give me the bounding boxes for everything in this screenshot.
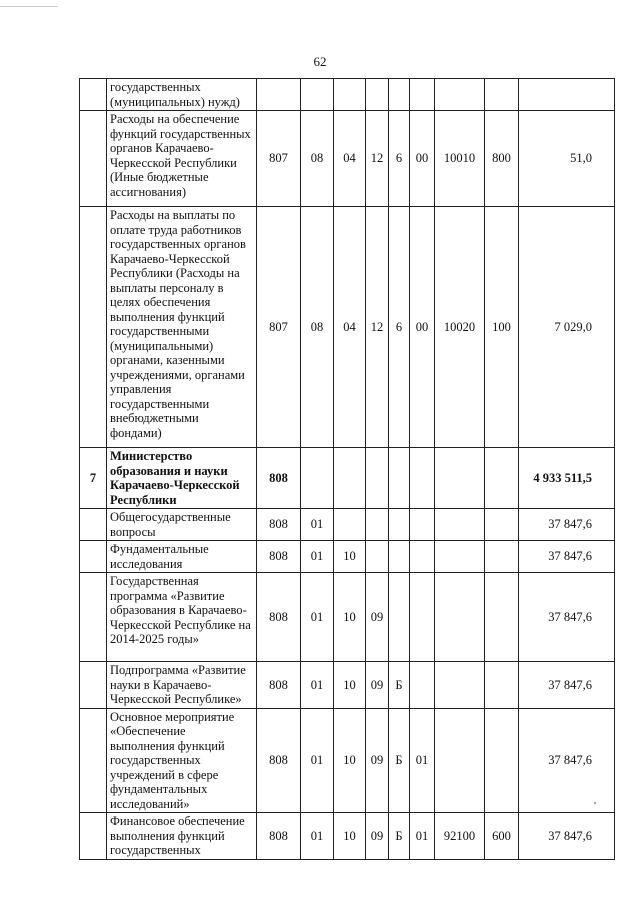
- row-index: [80, 111, 107, 207]
- row-amount: 7 029,0: [519, 207, 615, 448]
- code-expense-type: [485, 662, 519, 709]
- table-row: [80, 111, 615, 207]
- row-name: Общегосударственные вопросы: [107, 509, 257, 541]
- row-index: [80, 207, 107, 448]
- code-admin: 808: [257, 541, 301, 573]
- code-subsection: 10: [334, 708, 366, 813]
- code-subprogram: [389, 573, 410, 662]
- code-admin: 808: [257, 813, 301, 860]
- code-expense-type: 800: [485, 111, 519, 207]
- row-index: [80, 573, 107, 662]
- row-amount: 37 847,6: [519, 509, 615, 541]
- code-section: [301, 448, 334, 509]
- table-row: [80, 662, 615, 709]
- row-index: [80, 662, 107, 709]
- table-row: [80, 207, 615, 448]
- code-subsection: 10: [334, 813, 366, 860]
- code-expense-type: [485, 448, 519, 509]
- code-program: 12: [366, 207, 389, 448]
- row-name: Расходы на выплаты по оплате труда работников государственных органов Карачаево-Черкесской Республики (Расходы на выплаты персоналу в целях обеспечения выполнения функций государственными (муниципальными) органами, казенными учреждениями, органами управления государственными внебюджетными фондами): [107, 207, 257, 448]
- row-name: Государственная программа «Развитие образования в Карачаево-Черкесской Республике на 2014-2025 годы»: [107, 573, 257, 662]
- code-admin: 808: [257, 573, 301, 662]
- row-index: [80, 541, 107, 573]
- code-event: [410, 541, 435, 573]
- code-program: 09: [366, 708, 389, 813]
- code-subprogram: 6: [389, 207, 410, 448]
- code-direction: [435, 541, 485, 573]
- code-admin: 808: [257, 708, 301, 813]
- code-program: 09: [366, 573, 389, 662]
- code-event: [410, 573, 435, 662]
- table-row: [80, 509, 615, 541]
- code-direction: [435, 509, 485, 541]
- code-event: 00: [410, 111, 435, 207]
- code-expense-type: [485, 541, 519, 573]
- code-expense-type: 100: [485, 207, 519, 448]
- row-amount: 37 847,6: [519, 573, 615, 662]
- code-admin: 808: [257, 509, 301, 541]
- code-expense-type: [485, 509, 519, 541]
- row-index: [80, 813, 107, 860]
- code-direction: [435, 573, 485, 662]
- code-direction: 10020: [435, 207, 485, 448]
- row-name: государственных (муниципальных) нужд): [107, 79, 257, 111]
- code-subprogram: [389, 509, 410, 541]
- code-subprogram: [389, 541, 410, 573]
- row-name: Подпрограмма «Развитие науки в Карачаево-Черкесской Республике»: [107, 662, 257, 709]
- code-section: 01: [301, 509, 334, 541]
- row-index: [80, 79, 107, 111]
- page-number: 62: [313, 54, 327, 69]
- code-section: 01: [301, 813, 334, 860]
- code-subsection: [334, 448, 366, 509]
- code-admin: 808: [257, 448, 301, 509]
- table-row: [80, 448, 615, 509]
- code-program: 09: [366, 813, 389, 860]
- code-subsection: 10: [334, 541, 366, 573]
- row-index: [80, 708, 107, 813]
- row-name: Основное мероприятие «Обеспечение выполнения функций государственных учреждений в сфере фундаментальных исследований»: [107, 708, 257, 813]
- code-subsection: [334, 79, 366, 111]
- code-subsection: 10: [334, 662, 366, 709]
- code-admin: 808: [257, 662, 301, 709]
- row-name: Фундаментальные исследования: [107, 541, 257, 573]
- row-name: Финансовое обеспечение выполнения функций государственных: [107, 813, 257, 860]
- code-subprogram: 6: [389, 111, 410, 207]
- code-section: 01: [301, 662, 334, 709]
- row-amount: 37 847,6: [519, 662, 615, 709]
- code-event: [410, 662, 435, 709]
- code-expense-type: [485, 79, 519, 111]
- code-event: [410, 79, 435, 111]
- scan-speck: [594, 802, 596, 804]
- code-program: 09: [366, 662, 389, 709]
- code-subprogram: Б: [389, 662, 410, 709]
- code-admin: 807: [257, 111, 301, 207]
- code-subprogram: Б: [389, 813, 410, 860]
- code-admin: [257, 79, 301, 111]
- code-admin: 807: [257, 207, 301, 448]
- row-amount: [519, 79, 615, 111]
- code-subprogram: [389, 79, 410, 111]
- row-amount: 37 847,6: [519, 813, 615, 860]
- code-subprogram: [389, 448, 410, 509]
- code-section: 01: [301, 708, 334, 813]
- code-subsection: 04: [334, 111, 366, 207]
- code-event: 01: [410, 813, 435, 860]
- code-section: 08: [301, 111, 334, 207]
- code-program: [366, 541, 389, 573]
- code-event: [410, 448, 435, 509]
- table-row: [80, 79, 615, 111]
- code-subsection: [334, 509, 366, 541]
- code-section: 01: [301, 573, 334, 662]
- table-row: [80, 541, 615, 573]
- code-direction: 10010: [435, 111, 485, 207]
- code-event: 01: [410, 708, 435, 813]
- code-subsection: 04: [334, 207, 366, 448]
- row-amount: 51,0: [519, 111, 615, 207]
- code-program: [366, 79, 389, 111]
- code-program: [366, 448, 389, 509]
- code-expense-type: [485, 573, 519, 662]
- code-direction: [435, 662, 485, 709]
- code-direction: 92100: [435, 813, 485, 860]
- code-direction: [435, 79, 485, 111]
- row-amount: 37 847,6: [519, 708, 615, 813]
- code-section: [301, 79, 334, 111]
- scan-edge-mark: [0, 6, 58, 7]
- budget-table: [79, 78, 615, 860]
- code-expense-type: [485, 708, 519, 813]
- table-row: [80, 813, 615, 860]
- row-amount: 37 847,6: [519, 541, 615, 573]
- row-name: Расходы на обеспечение функций государственных органов Карачаево-Черкесской Республики (Иные бюджетные ассигнования): [107, 111, 257, 207]
- code-section: 08: [301, 207, 334, 448]
- row-amount: 4 933 511,5: [519, 448, 615, 509]
- row-name: Министерство образования и науки Карачаево-Черкесской Республики: [107, 448, 257, 509]
- table-row: [80, 708, 615, 813]
- code-section: 01: [301, 541, 334, 573]
- code-program: [366, 509, 389, 541]
- code-expense-type: 600: [485, 813, 519, 860]
- code-event: 00: [410, 207, 435, 448]
- code-direction: [435, 708, 485, 813]
- code-program: 12: [366, 111, 389, 207]
- code-event: [410, 509, 435, 541]
- code-direction: [435, 448, 485, 509]
- row-index: [80, 509, 107, 541]
- code-subprogram: Б: [389, 708, 410, 813]
- table-row: [80, 573, 615, 662]
- code-subsection: 10: [334, 573, 366, 662]
- row-index: 7: [80, 448, 107, 509]
